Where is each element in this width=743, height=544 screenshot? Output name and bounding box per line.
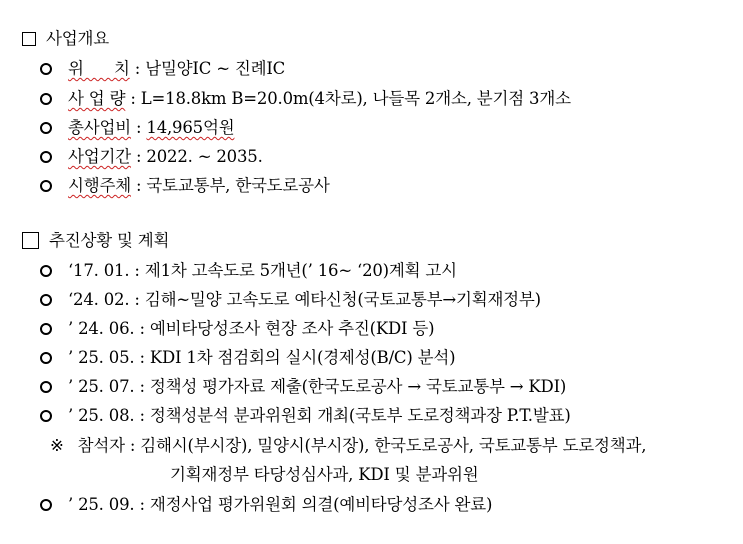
item-text: KDI 1차 점검회의 실시(경제성(B/C) 분석) (149, 348, 456, 367)
circle-bullet-icon (40, 410, 52, 422)
item-label: 사 업 량 (68, 89, 126, 108)
item-date: ’ 25. 08. (68, 406, 135, 425)
item-date: ’ 25. 05. (68, 348, 135, 367)
separator: : (134, 377, 150, 396)
checkbox-square-icon (22, 232, 39, 249)
overview-heading (22, 28, 109, 50)
circle-bullet-icon (40, 294, 52, 306)
overview-item (40, 117, 234, 139)
circle-bullet-icon (40, 381, 52, 393)
separator: : (134, 406, 150, 425)
progress-item (40, 289, 541, 311)
item-text: 정책성 평가자료 제출(한국도로공사 → 국토교통부 → KDI) (149, 377, 567, 396)
progress-heading (22, 230, 169, 252)
item-label: 사업기간 (68, 147, 131, 166)
progress-item (40, 318, 434, 340)
item-label: 총사업비 (68, 118, 131, 137)
circle-bullet-icon (40, 63, 52, 75)
overview-item (40, 146, 263, 168)
progress-item (40, 347, 455, 369)
overview-item (40, 58, 285, 80)
separator: : (125, 89, 141, 108)
progress-item (40, 405, 571, 427)
separator: : (134, 319, 150, 338)
separator: : (134, 348, 150, 367)
overview-item (40, 88, 571, 110)
separator: : (130, 176, 147, 195)
item-date: ‘17. 01. (68, 261, 130, 280)
item-text: 재정사업 평가위원회 의결(예비타당성조사 완료) (149, 495, 493, 514)
item-date: ’ 24. 06. (68, 319, 135, 338)
separator: : (129, 261, 145, 280)
item-text: 제1차 고속도로 5개년(’ 16~ ‘20)계획 고시 (144, 261, 457, 280)
circle-bullet-icon (40, 180, 52, 192)
overview-item (40, 175, 330, 197)
item-value: L=18.8km B=20.0m(4차로), 나들목 2개소, 분기점 3개소 (140, 89, 571, 108)
item-value: 2022. ~ 2035. (146, 147, 263, 166)
item-date: ’ 25. 07. (68, 377, 135, 396)
progress-item (40, 260, 457, 282)
item-value: 14,965억원 (146, 118, 235, 137)
item-text: 김해~밀양 고속도로 예타신청(국토교통부→기획재정부) (144, 290, 541, 309)
overview-heading-text: 사업개요 (46, 29, 109, 48)
progress-heading-text: 추진상황 및 계획 (49, 231, 170, 250)
item-text: 정책성분석 분과위원회 개최(국토부 도로정책과장 P.T.발표) (149, 406, 571, 425)
circle-bullet-icon (40, 265, 52, 277)
circle-bullet-icon (40, 323, 52, 335)
item-date: ’ 25. 09. (68, 495, 135, 514)
reference-mark-icon: ※ (50, 436, 64, 455)
separator: : (130, 147, 147, 166)
item-label: 위 치 (68, 59, 130, 78)
attendee-note-continuation (170, 464, 479, 486)
separator: : (129, 290, 145, 309)
item-text: 예비타당성조사 현장 조사 추진(KDI 등) (149, 319, 435, 338)
circle-bullet-icon (40, 122, 52, 134)
separator: : (134, 495, 150, 514)
circle-bullet-icon (40, 93, 52, 105)
circle-bullet-icon (40, 499, 52, 511)
item-value: 남밀양IC ~ 진례IC (145, 59, 286, 78)
item-value: 국토교통부, 한국도로공사 (146, 176, 330, 195)
note-line-2: 기획재정부 타당성심사과, KDI 및 분과위원 (170, 465, 479, 484)
progress-item (40, 376, 566, 398)
separator: : (130, 118, 147, 137)
note-line-1: 참석자 : 김해시(부시장), 밀양시(부시장), 한국도로공사, 국토교통부 도로정책과, (77, 436, 647, 455)
progress-item (40, 494, 492, 516)
attendee-note (50, 435, 646, 457)
item-label: 시행주체 (68, 176, 131, 195)
item-date: ‘24. 02. (68, 290, 130, 309)
circle-bullet-icon (40, 352, 52, 364)
separator: : (129, 59, 146, 78)
circle-bullet-icon (40, 151, 52, 163)
checkbox-square-icon (22, 32, 36, 46)
